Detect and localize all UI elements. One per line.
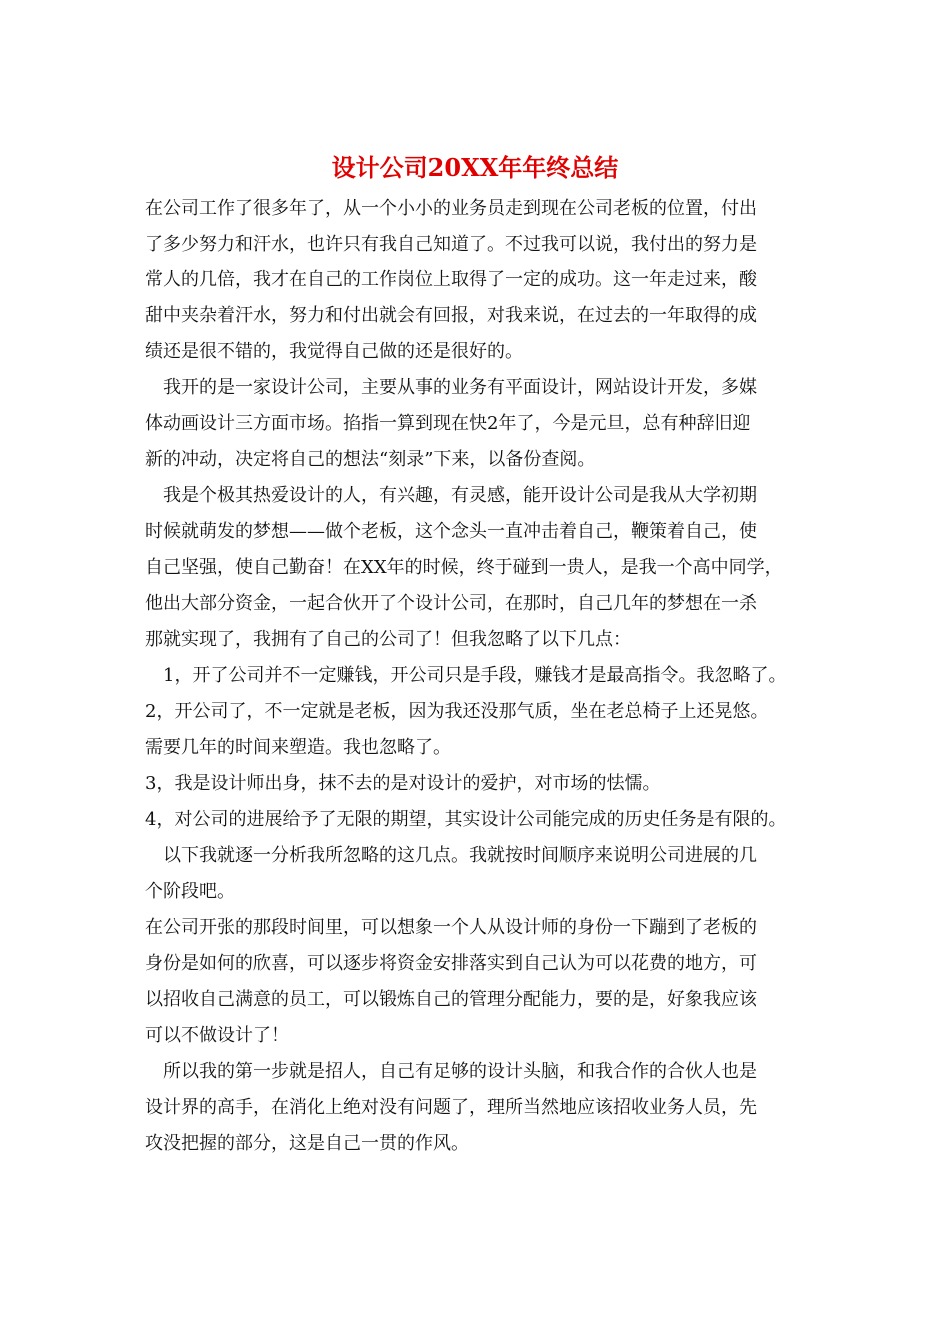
body-line-1: 在公司工作了很多年了，从一个小小的业务员走到现在公司老板的位置，付出 <box>145 198 757 219</box>
body-line-16: 需要几年的时间来塑造。我也忽略了。 <box>145 737 451 758</box>
document-title: 设计公司20XX年年终总结 <box>331 153 619 182</box>
body-line-12: 他出大部分资金，一起合伙开了个设计公司，在那时，自己几年的梦想在一杀 <box>145 593 757 614</box>
body-line-9: 我是个极其热爱设计的人，有兴趣，有灵感，能开设计公司是我从大学初期 <box>145 485 757 506</box>
body-line-4: 甜中夹杂着汗水，努力和付出就会有回报，对我来说，在过去的一年取得的成 <box>145 305 757 326</box>
body-line-2: 了多少努力和汗水，也许只有我自己知道了。不过我可以说，我付出的努力是 <box>145 234 757 255</box>
body-line-8: 新的冲动，决定将自己的想法“刻录”下来，以备份查阅。 <box>145 449 596 470</box>
body-line-23: 以招收自己满意的员工，可以锻炼自己的管理分配能力，要的是，好象我应该 <box>145 989 757 1010</box>
body-line-22: 身份是如何的欣喜，可以逐步将资金安排落实到自己认为可以花费的地方，可 <box>145 953 757 974</box>
body-line-26: 设计界的高手，在消化上绝对没有问题了，理所当然地应该招收业务人员，先 <box>145 1097 757 1118</box>
body-line-20: 个阶段吧。 <box>145 881 235 902</box>
body-line-17: 3，我是设计师出身，抹不去的是对设计的爱护，对市场的怯懦。 <box>145 773 661 794</box>
body-line-11: 自己坚强，使自己勤奋！在XX年的时候，终于碰到一贵人，是我一个高中同学， <box>145 557 783 578</box>
body-line-15: 2，开公司了，不一定就是老板，因为我还没那气质，坐在老总椅子上还晃悠。 <box>145 701 769 722</box>
body-line-6: 我开的是一家设计公司，主要从事的业务有平面设计，网站设计开发，多媒 <box>145 377 757 398</box>
body-line-13: 那就实现了，我拥有了自己的公司了！但我忽略了以下几点： <box>145 629 631 650</box>
body-line-27: 攻没把握的部分，这是自己一贯的作风。 <box>145 1133 469 1154</box>
body-line-25: 所以我的第一步就是招人，自己有足够的设计头脑，和我合作的合伙人也是 <box>145 1061 757 1082</box>
body-line-18: 4，对公司的进展给予了无限的期望，其实设计公司能完成的历史任务是有限的。 <box>145 809 787 830</box>
body-line-3: 常人的几倍，我才在自己的工作岗位上取得了一定的成功。这一年走过来，酸 <box>145 269 757 290</box>
body-line-10: 时候就萌发的梦想——做个老板，这个念头一直冲击着自己，鞭策着自己，使 <box>145 521 757 542</box>
body-line-21: 在公司开张的那段时间里，可以想象一个人从设计师的身份一下蹦到了老板的 <box>145 917 757 938</box>
body-line-7: 体动画设计三方面市场。掐指一算到现在快2年了，今是元旦，总有种辞旧迎 <box>145 413 751 434</box>
body-line-5: 绩还是很不错的，我觉得自己做的还是很好的。 <box>145 341 523 362</box>
body-line-14: 1，开了公司并不一定赚钱，开公司只是手段，赚钱才是最高指令。我忽略了。 <box>145 665 787 686</box>
body-line-19: 以下我就逐一分析我所忽略的这几点。我就按时间顺序来说明公司进展的几 <box>145 845 757 866</box>
body-line-24: 可以不做设计了！ <box>145 1025 289 1046</box>
